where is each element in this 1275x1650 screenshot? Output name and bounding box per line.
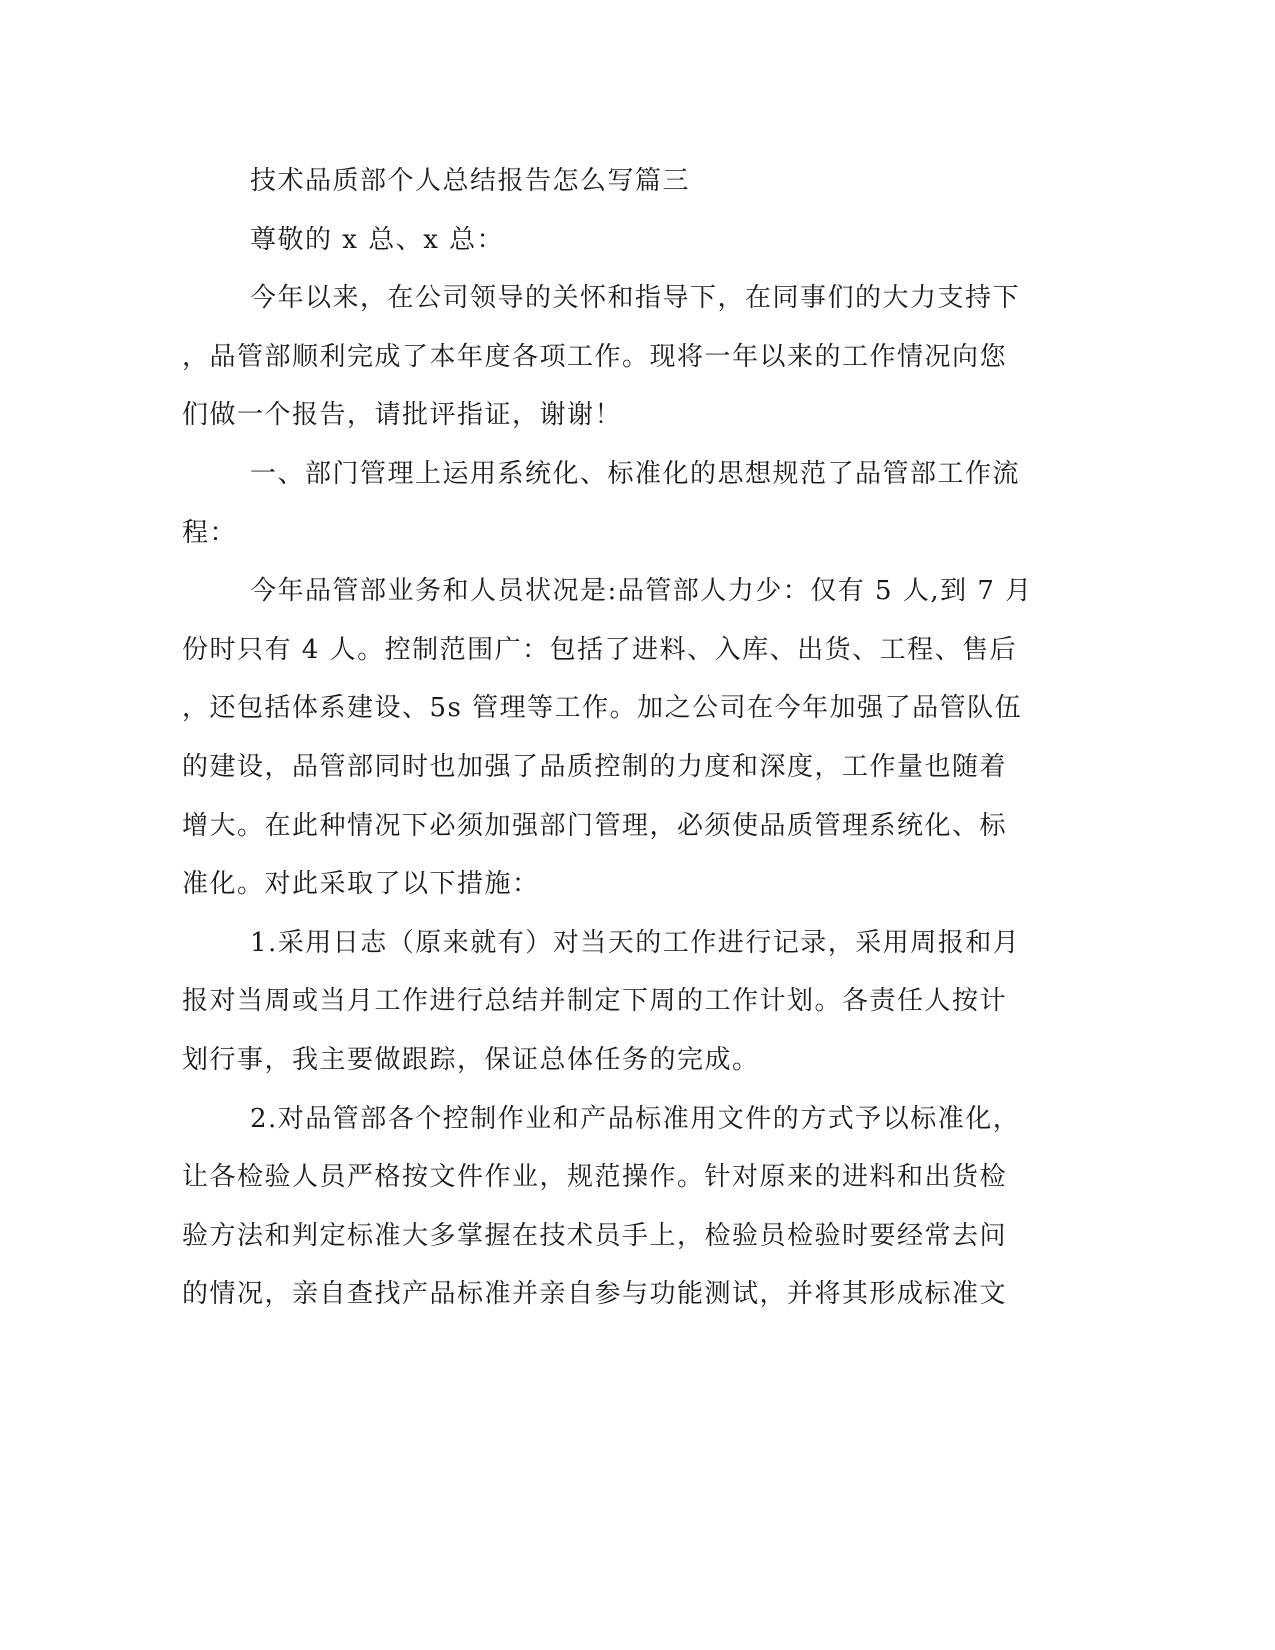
paragraph-line: 增大。在此种情况下必须加强部门管理，必须使品质管理系统化、标 (182, 811, 1008, 841)
salutation: 尊敬的 x 总、x 总： (250, 225, 505, 255)
list-item-line: 让各检验人员严格按文件作业，规范操作。针对原来的进料和出货检 (182, 1162, 1008, 1192)
paragraph-line: 准化。对此采取了以下措施： (182, 869, 540, 899)
paragraph-line: 今年品管部业务和人员状况是:品管部人力少：仅有 5 人,到 7 月 (250, 576, 1033, 606)
list-item-line: 2.对品管部各个控制作业和产品标准用文件的方式予以标准化， (250, 1104, 1021, 1134)
document-title: 技术品质部个人总结报告怎么写篇三 (250, 166, 691, 196)
section-heading-line: 一、部门管理上运用系统化、标准化的思想规范了品管部工作流 (250, 459, 1021, 489)
list-item-line: 划行事，我主要做跟踪，保证总体任务的完成。 (182, 1045, 760, 1075)
section-heading-line: 程： (182, 518, 238, 548)
list-item-line: 的情况，亲自查找产品标准并亲自参与功能测试，并将其形成标准文 (182, 1279, 1008, 1309)
paragraph-line: 份时只有 4 人。控制范围广：包括了进料、入库、出货、工程、售后 (182, 635, 1018, 665)
paragraph-line: 今年以来，在公司领导的关怀和指导下，在同事们的大力支持下 (250, 283, 1021, 313)
list-item-line: 报对当周或当月工作进行总结并制定下周的工作计划。各责任人按计 (182, 986, 1008, 1016)
paragraph-line: 的建设，品管部同时也加强了品质控制的力度和深度，工作量也随着 (182, 752, 1008, 782)
paragraph-line: ，还包括体系建设、5s 管理等工作。加之公司在今年加强了品管队伍 (182, 693, 1023, 723)
list-item-line: 1.采用日志（原来就有）对当天的工作进行记录，采用周报和月 (250, 928, 1021, 958)
list-item-line: 验方法和判定标准大多掌握在技术员手上，检验员检验时要经常去问 (182, 1221, 1008, 1251)
paragraph-line: 们做一个报告，请批评指证，谢谢！ (182, 400, 623, 430)
paragraph-line: ，品管部顺利完成了本年度各项工作。现将一年以来的工作情况向您 (182, 342, 1008, 372)
